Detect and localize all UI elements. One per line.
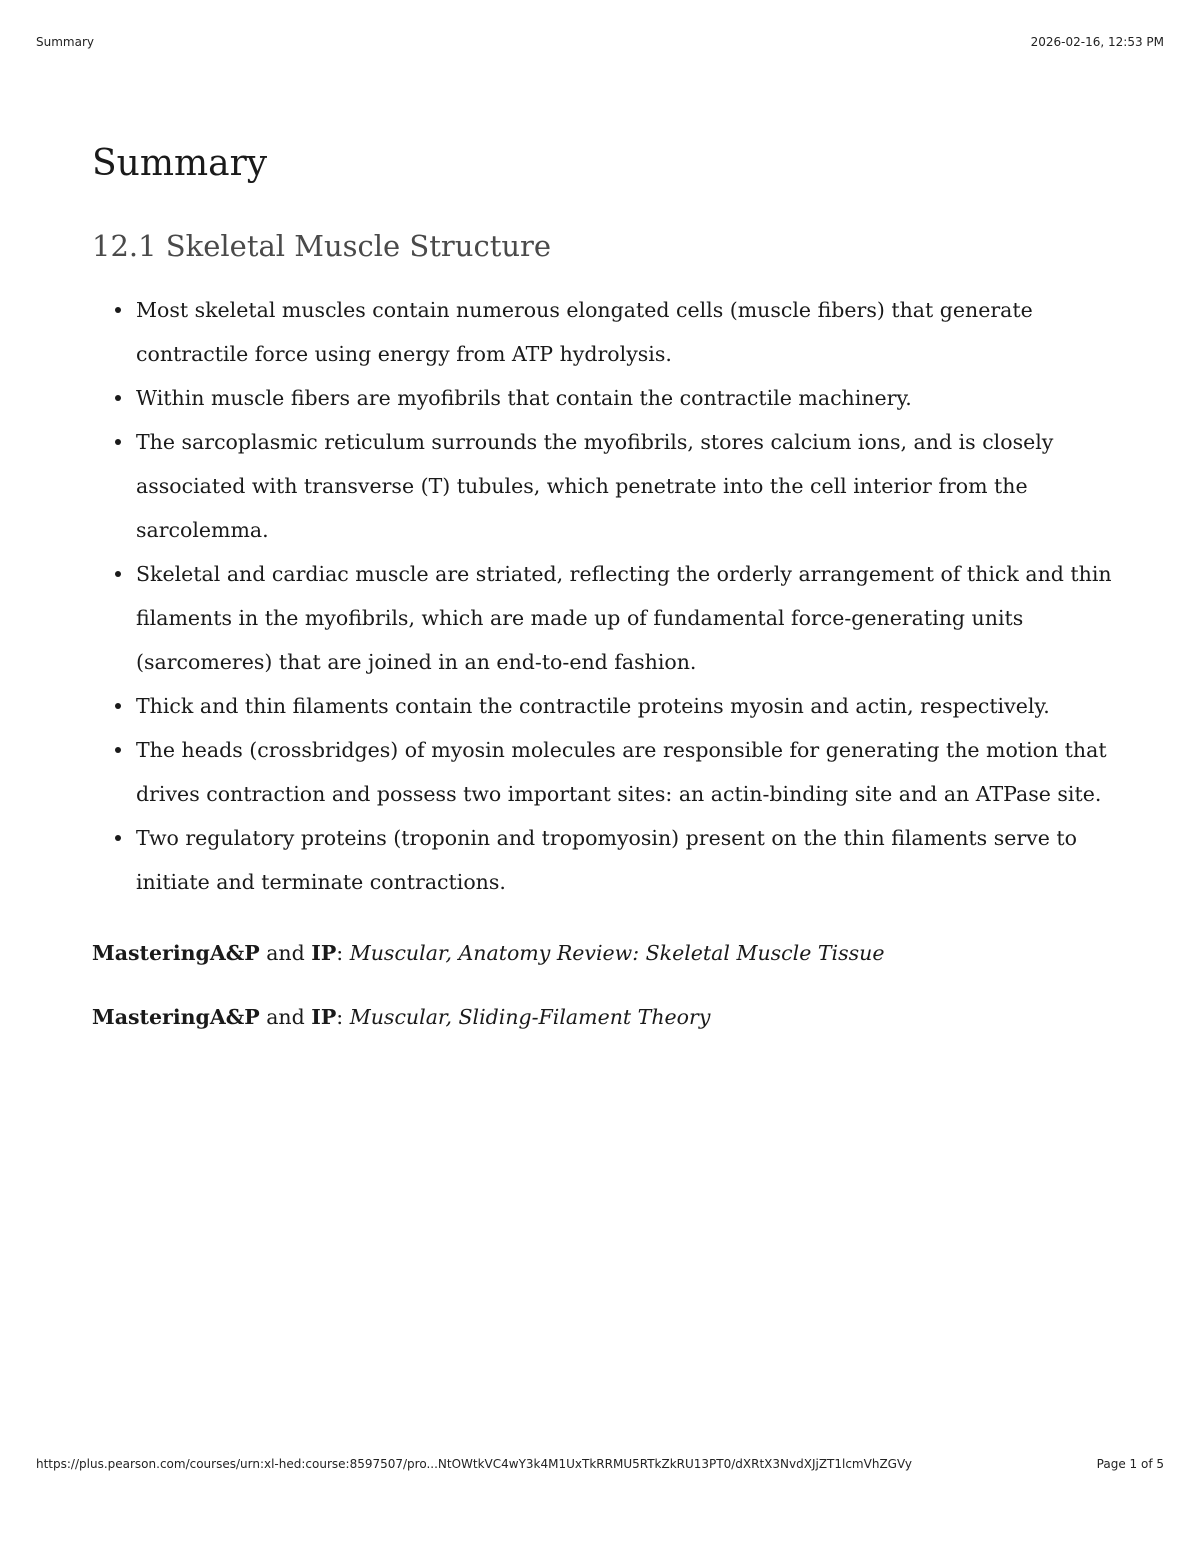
list-item: Within muscle fibers are myofibrils that contain the contractile machinery. <box>136 376 1122 420</box>
reference-connector: and <box>259 1005 312 1029</box>
summary-list <box>92 288 1122 904</box>
reference-topic: Muscular, Sliding-Filament Theory <box>349 1005 711 1029</box>
list-item: Skeletal and cardiac muscle are striated, reflecting the orderly arrangement of thick and thin filaments in the myofibrils, which are made up of fundamental force-generating units (sarcomeres) that are joined in an end-to-end fashion. <box>136 552 1122 684</box>
page-indicator: Page 1 of 5 <box>1096 1457 1164 1471</box>
reference-prefix: MasteringA&P <box>92 1005 260 1029</box>
print-header-timestamp: 2026-02-16, 12:53 PM <box>1030 35 1164 49</box>
print-footer <box>36 1457 1164 1471</box>
list-item: Two regulatory proteins (troponin and tropomyosin) present on the thin filaments serve to initiate and terminate contractions. <box>136 816 1122 904</box>
print-header <box>36 35 1164 49</box>
list-item: Most skeletal muscles contain numerous elongated cells (muscle fibers) that generate contractile force using energy from ATP hydrolysis. <box>136 288 1122 376</box>
page-url: https://plus.pearson.com/courses/urn:xl-hed:course:8597507/pro...NtOWtkVC4wY3k4M1UxTkRRMU5RTkZkRU13PT0/dXRtX3NvdXJjZT1lcmVhZGVy <box>36 1457 912 1471</box>
list-item: Thick and thin filaments contain the contractile proteins myosin and actin, respectively. <box>136 684 1122 728</box>
print-header-title: Summary <box>36 35 94 49</box>
reference-line <box>92 1002 1122 1032</box>
list-item: The sarcoplasmic reticulum surrounds the myofibrils, stores calcium ions, and is closely associated with transverse (T) tubules, which penetrate into the cell interior from the sarcolemma. <box>136 420 1122 552</box>
document-content <box>92 140 1122 1066</box>
reference-ip: IP <box>311 941 337 965</box>
page-title: Summary <box>92 143 268 184</box>
reference-line <box>92 938 1122 968</box>
section-title: 12.1 Skeletal Muscle Structure <box>92 229 552 263</box>
references <box>92 938 1122 1032</box>
reference-colon: : <box>336 1005 350 1029</box>
reference-prefix: MasteringA&P <box>92 941 260 965</box>
reference-connector: and <box>259 941 312 965</box>
reference-ip: IP <box>311 1005 337 1029</box>
list-item: The heads (crossbridges) of myosin molecules are responsible for generating the motion that drives contraction and possess two important sites: an actin-binding site and an ATPase site. <box>136 728 1122 816</box>
reference-topic: Muscular, Anatomy Review: Skeletal Muscle Tissue <box>349 941 885 965</box>
reference-colon: : <box>336 941 350 965</box>
